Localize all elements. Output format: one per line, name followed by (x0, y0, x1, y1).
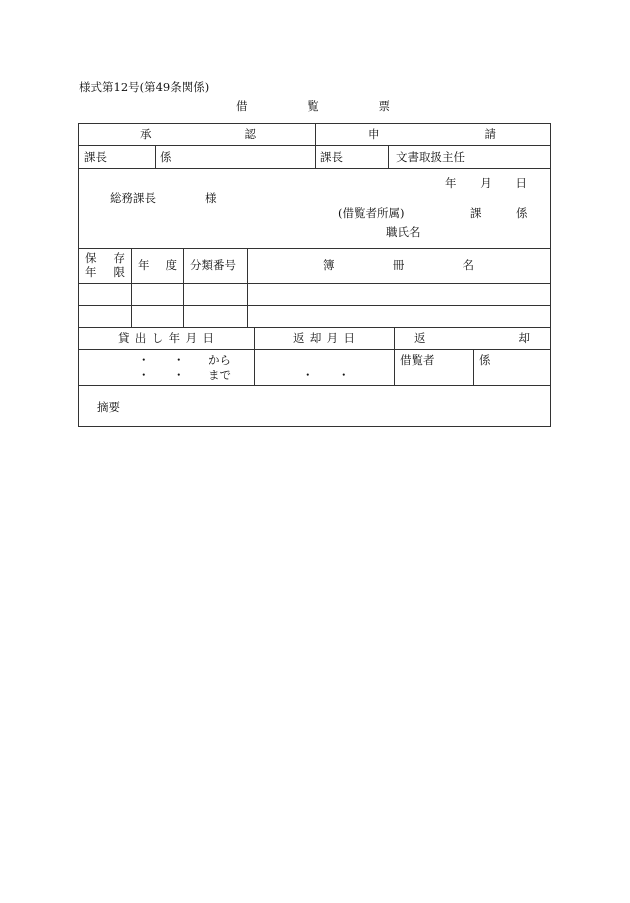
fiscal-year-char-1: 年 (138, 258, 150, 272)
return-date-char-1: 返 (293, 331, 305, 345)
application-header (368, 129, 496, 141)
kacho-label-1: 課長 (84, 150, 107, 164)
line-h-6 (78, 327, 551, 328)
ledger-char-3: 名 (462, 258, 474, 272)
line-v-loan1 (254, 327, 255, 385)
recipient: 総務課長 (110, 191, 156, 205)
line-v-col2 (183, 248, 184, 327)
ledger-char-1: 簿 (323, 258, 335, 272)
document-title (236, 101, 390, 113)
title-char-3: 票 (378, 99, 390, 113)
return-date-char-4: 日 (343, 331, 355, 345)
line-h-5 (78, 305, 551, 306)
loan-until-dot-1: ・ (138, 368, 150, 382)
retention-char-1: 保 (85, 251, 97, 265)
line-h-7 (78, 349, 551, 350)
date-year: 年 (445, 176, 457, 190)
return-dot-2: ・ (338, 368, 350, 382)
retention-label-top (85, 253, 125, 265)
retention-char-2: 存 (113, 251, 125, 265)
approval-header (140, 129, 256, 141)
date-month: 月 (480, 176, 492, 190)
return-date-char-2: 却 (309, 331, 322, 345)
section-kakari: 係 (516, 206, 528, 220)
loan-char-6: 日 (202, 331, 214, 345)
returned-char-1: 返 (414, 331, 426, 345)
line-h-3 (78, 248, 551, 249)
approval-char-1: 承 (140, 127, 152, 141)
loan-until-dot-2: ・ (173, 368, 185, 382)
line-v-kacho2 (388, 145, 389, 168)
fiscal-year-char-2: 度 (165, 258, 177, 272)
loan-from-dot-1: ・ (138, 353, 150, 367)
returned-char-2: 却 (518, 331, 530, 345)
loan-char-4: 年 (168, 331, 181, 345)
return-date-char-3: 月 (326, 331, 339, 345)
line-h-8 (78, 385, 551, 386)
borrower-affiliation: (借覧者所属) (338, 206, 405, 220)
retention-label-bottom (85, 267, 125, 279)
recipient-honorific: 様 (205, 191, 217, 205)
title-char-1: 借 (236, 99, 248, 113)
loan-from-dot-2: ・ (173, 353, 185, 367)
kakari-label-2: 係 (479, 353, 491, 367)
line-v-col3 (247, 248, 248, 327)
title-char-2: 覧 (307, 99, 319, 113)
application-char-2: 請 (484, 127, 496, 141)
kacho-label-2: 課長 (320, 150, 343, 164)
line-v-col1 (131, 248, 132, 327)
form-number: 様式第12号(第49条関係) (79, 80, 210, 94)
line-v-kacho1 (155, 145, 156, 168)
kakari-label-1: 係 (160, 150, 172, 164)
retention-char-3: 年 (85, 265, 97, 279)
return-dot-1: ・ (302, 368, 314, 382)
line-v-approval-split (315, 123, 316, 168)
bunsho-label: 文書取扱主任 (396, 150, 465, 164)
loan-char-5: 月 (185, 331, 198, 345)
date-line (445, 178, 527, 190)
ledger-char-2: 冊 (392, 258, 405, 272)
date-day: 日 (515, 176, 527, 190)
section-ka: 課 (470, 206, 482, 220)
loan-until-label: まで (208, 368, 231, 382)
loan-char-1: 貸 (118, 331, 130, 345)
line-h-2 (78, 168, 551, 169)
loan-char-3: し (151, 331, 164, 345)
fiscal-year-label (138, 260, 177, 272)
borrower-label: 借覧者 (400, 353, 435, 367)
application-char-1: 申 (368, 127, 380, 141)
borrower-name-label: 職氏名 (386, 225, 421, 239)
loan-from-label: から (208, 353, 231, 367)
retention-char-4: 限 (113, 265, 125, 279)
return-date-label (293, 333, 355, 345)
loan-char-2: 出 (134, 331, 147, 345)
approval-char-2: 認 (244, 127, 256, 141)
ledger-name-label (323, 260, 474, 272)
line-v-loan3 (473, 349, 474, 385)
class-number-label: 分類番号 (190, 258, 236, 272)
line-h-4 (78, 283, 551, 284)
line-v-loan2 (394, 327, 395, 385)
returned-label (414, 333, 530, 345)
remarks-label: 摘要 (97, 400, 120, 414)
loan-date-label (118, 333, 214, 345)
